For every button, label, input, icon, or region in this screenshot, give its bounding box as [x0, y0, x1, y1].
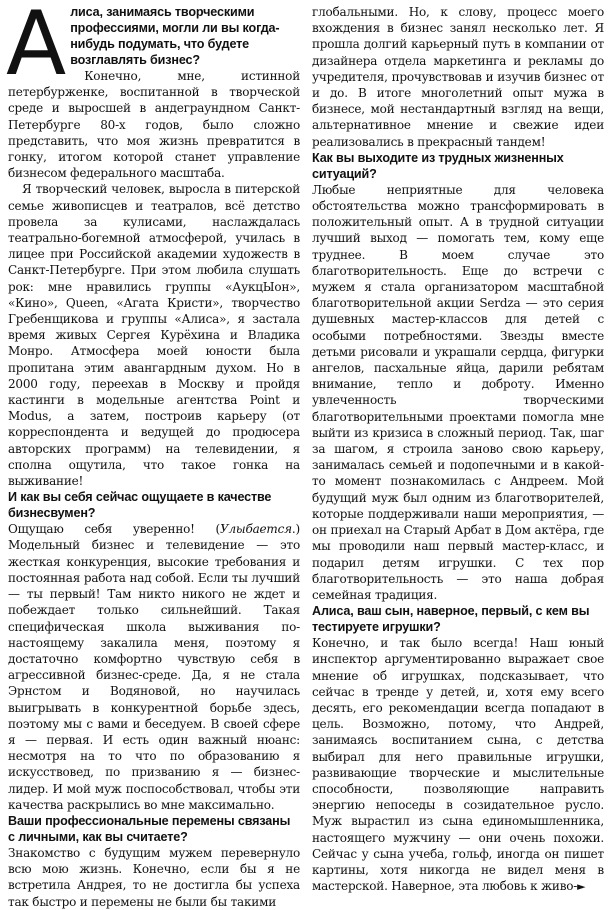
question-5: Алиса, ваш сын, наверное, первый, с кем вы тестируете игрушки? [312, 604, 590, 635]
answer-1-paragraph-1: Конечно, мне, истинной петербурженке, воспитанной в творческой среде и выросшей в андеграундном Санкт-Петербурге 80-х годов, было сложно представить, что моя жизнь превратится в гонку, итогом которой станет управление бизнесом федерального масштаба. [8, 69, 300, 181]
drop-cap: А [6, 0, 65, 95]
answer-5: Конечно, и так было всегда! Наш юный инспектор аргументированно выражает свое мнение об игрушках, подсказывает, что сейчас в тренде у детей, и, хотя ему всего десять, его рекомендации всегда попадают в цель. Возможно, потому, что Андрей, занимаясь воспитанием сына, с детства выбирал для него правильные игрушки, развивающие творческие и мыслительные способности, позволяющие направить энергию непоседы в созидательное русло. Муж вырастил из сына единомышленника, настоящего мужчину — они очень похожи. Сейчас у сына учеба, гольф, иногда он пишет картины, хотя никогда не видел меня в мастерской. Наверное, эта любовь к живо-► [312, 636, 604, 894]
answer-4: Любые неприятные для человека обстоятельства можно трансформировать в положительный опыт. А в трудной ситуации лучший выход — помогать тем, кому еще труднее. В моем случае это благотворительность. Еще до встречи с мужем я стала организатором масштабной благотворительной акции Serdza — это серия душевных мастер-классов для детей с особыми потребностями. Звезды вместе детьми рисовали и украшали сердца, фигурки ангелов, пасхальные яйца, дарили ребятам внимание, тепло и доброту. Именно увлеченность творческими благотворительными проектами помогла мне выйти из кризиса в сложный период. Так, шаг за шагом, я строила заново свою карьеру, занималась семьей и подопечными и в какой-то момент познакомилась с Андреем. Мой будущий муж был одним из благотворителей, которые поддерживали наши мероприятия, — он приехал на Старый Арбат в Дом актёра, где мы проводили наш первый мастер-класс, и подарил детям игрушки. С тех пор благотворительность — это наша добрая семейная традиция. [312, 182, 604, 602]
answer-2: Ощущаю себя уверенно! (Улыбается.) Модельный бизнес и телевидение — это жесткая конкуренция, высокие требования и постоянная работа над собой. Если ты лучший — ты первый! Там никто никого не ждет и побеждает только сильнейший. Такая специфическая школа выживания по-настоящему закалила меня, поэтому я достаточно комфортно чувствую себя в агрессивной бизнес-среде. Да, я не стала Эрнстом и Водяновой, но научилась выигрывать в конкурентной борьбе здесь, поэтому мы с вами и беседуем. В своей сфере я — первая. И есть один важный нюанс: несмотря на то что по образованию я искусствовед, по призванию я — бизнес-лидер. И мой муж поспособствовал, чтобы эти качества раскрылись во мне максимально. [8, 522, 300, 812]
question-3: Ваши профессиональные перемены связаны с личными, как вы считаете? [8, 813, 291, 844]
stage-direction: Улыбается [219, 522, 292, 537]
question-1: лиса, занимаясь творческими профессиями, могли ли вы когда-нибудь подумать, что будете возглавлять бизнес? [70, 5, 280, 67]
left-column [6, 0, 300, 909]
answer-1-paragraph-2: Я творческий человек, выросла в питерской семье живописцев и театралов, всё детство провела за кулисами, наслаждалась театрально-богемной атмосферой, училась в лицее при Российской академии художеств в Санкт-Петербурге. При этом любила слушать рок: мне нравились группы «АукцЫон», «Кино», Queen, «Агата Кристи», творчество Гребенщикова и группы «Алиса», я застала время живых Сергея Курёхина и Владика Монро. Атмосфера моей юности была пропитана этим авангардным духом. Но в 2000 году, переехав в Москву и пройдя кастинги в модельные агентства Point и Modus, а затем, построив карьеру (от корреспондента и ведущей до продюсера авторских программ) на телевидении, я сполна ощутила, что такое гонка на выживание! [8, 182, 300, 489]
intro-block [6, 0, 300, 95]
answer-3-continued: глобальными. Но, к слову, процесс моего вхождения в бизнес занял несколько лет. Я прошла долгий карьерный путь в компании от дизайнера отдела маркетинга и рекламы до учредителя, прочувствовав и изучив бизнес от и до. В итоге многолетний опыт мужа в бизнесе, мой нестандартный взгляд на вещи, альтернативное мнение и свежие идеи реализовались в прекрасный тандем! [312, 5, 604, 149]
continue-arrow-icon: ► [577, 880, 586, 894]
question-4: Как вы выходите из трудных жизненных ситуаций? [312, 150, 564, 181]
right-column [312, 4, 604, 894]
question-2: И как вы себя сейчас ощущаете в качестве бизнесвумен? [8, 490, 272, 521]
answer-3: Знакомство с будущим мужем перевернуло всю мою жизнь. Конечно, если бы я не встретила Андрея, то не достигла бы успеха так быстро и перемены не были бы такими [8, 845, 300, 909]
